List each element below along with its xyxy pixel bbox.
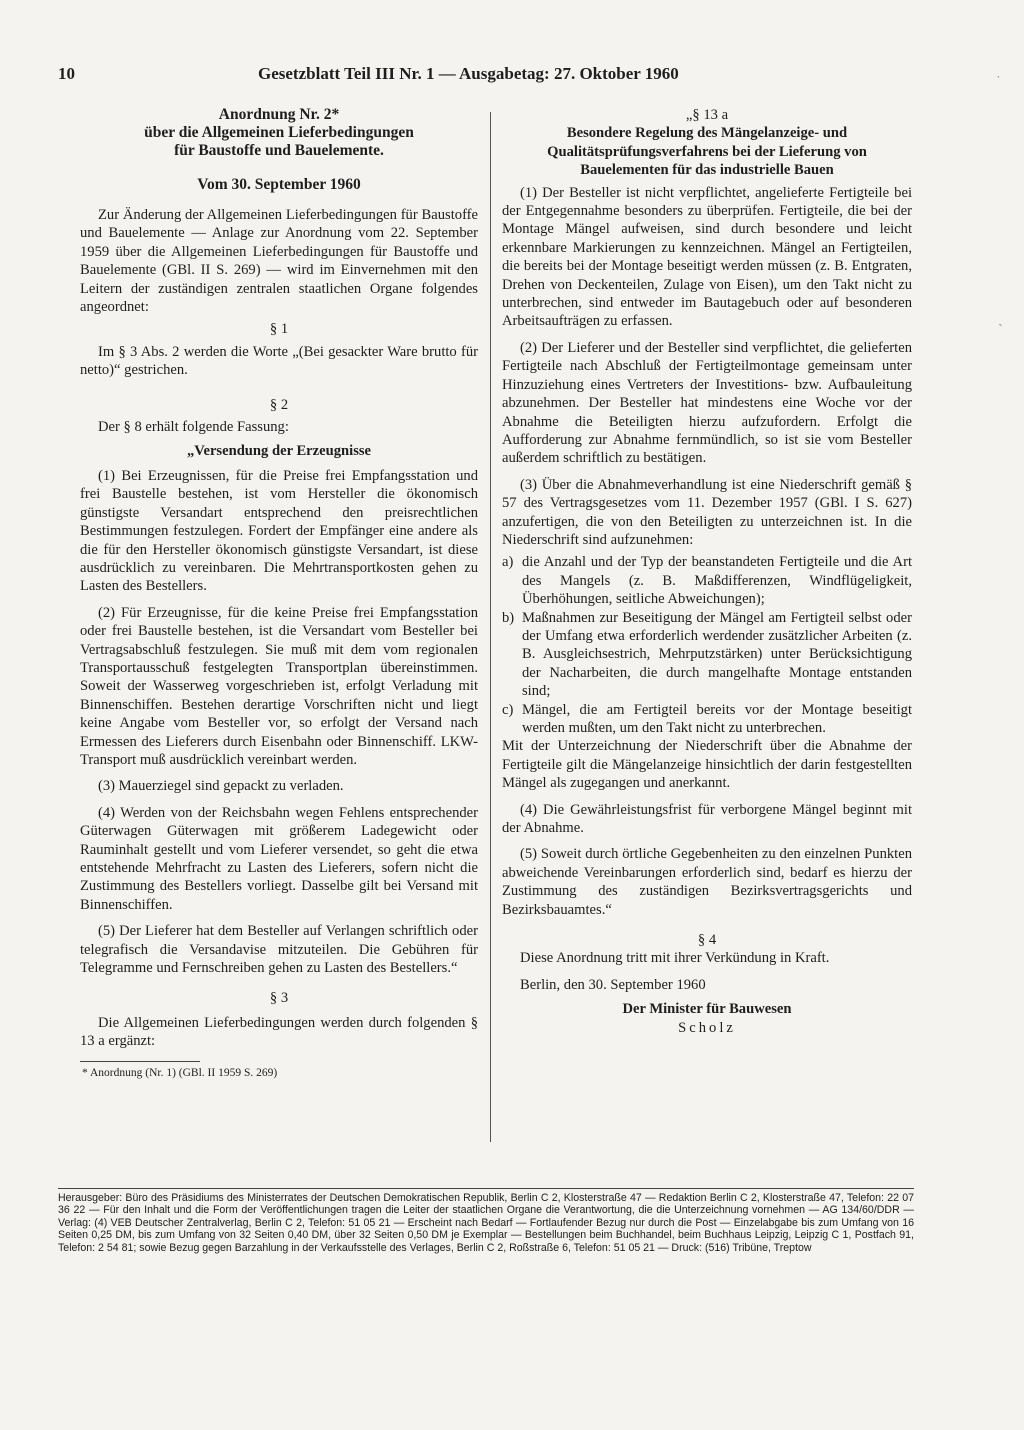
paragraph: Mit der Unterzeichnung der Niederschrift über die Abnahme der Fertigteile gilt die Mängelanzeige hinsichtlich der darin festgestellten Mängel als zugegangen und anerkannt. [502, 738, 912, 792]
left-column [80, 106, 478, 1080]
ordinance-date: Vom 30. September 1960 [197, 176, 361, 193]
footnote: * Anordnung (Nr. 1) (GBl. II 1959 S. 269) [82, 1066, 278, 1079]
paragraph: (2) Für Erzeugnisse, für die keine Preise frei Empfangsstation oder frei Baustelle bestehen, ist die Versandart vom Besteller bei Vertragsabschluß festzulegen. Sie muß mit dem vom regionalen Transportausschuß festgelegten Transportplan übereinstimmen. Soweit der Wasserweg vorgeschrieben ist, erfolgt Verladung mit Binnenschiffen. Bestehen derartige Vorschriften nicht und liegt keine Angabe vom Besteller vor, so erfolgt der Versand nach Ermessen des Lieferers durch Eisenbahn oder Binnenschiff. LKW-Transport muß ausdrücklich vereinbart werden. [80, 604, 478, 768]
list-text: die Anzahl und der Typ der beanstandeten Fertigteile und die Art des Mangels (z. B. Maßdifferenzen, Windflügeligkeit, Überhöhungen, seitliche Abweichungen); [522, 554, 912, 608]
paragraph: (5) Der Lieferer hat dem Besteller auf Verlangen schriftlich oder telegrafisch die Versandavise mitzuteilen. Die Gebühren für Telegramme und Fernschreiben gehen zu Lasten des Bestellers.“ [80, 923, 478, 977]
paragraph: (2) Der Lieferer und der Besteller sind verpflichtet, die gelieferten Fertigteile nach Abschluß der Fertigteilmontage gemeinsam unter Hinzuziehung eines Vertreters der Investitions- bzw. Aufbauleitung abzunehmen. Der Besteller hat mindestens eine Woche vor der Abnahme die Beteiligten hierzu aufzufordern. Erfolgt die Aufforderung zur Abnahme fernmündlich, so ist sie vom Besteller außerdem schriftlich zu bestätigen. [502, 339, 912, 467]
paragraph: (1) Bei Erzeugnissen, für die Preise frei Empfangsstation und frei Baustelle bestehen, ist vom Hersteller die ökonomisch günstigste Versandart entsprechend den preisrechtlichen Bestimmungen festzulegen. Fordert der Empfänger eine andere als die für den Hersteller ökonomisch günstigste Versandart, ist diese ausdrücklich zu vereinbaren. Die Mehrtransportkosten gehen zu Lasten des Bestellers. [80, 467, 478, 595]
section-3-text: Die Allgemeinen Lieferbedingungen werden durch folgenden § 13 a ergänzt: [80, 1014, 478, 1050]
list-text: Maßnahmen zur Beseitigung der Mängel am Fertigteil selbst oder der Umfang etwa erforderlich werdender zusätzlicher Arbeiten (z. B. Ausgleichsestrich, Mehrputzstärken) unter Berücksichtigung der Nacharbeiten, die durch mangelhafte Montage entstanden sind; [522, 609, 912, 700]
footnote-rule [80, 1061, 200, 1062]
section-2-title: § 2 [269, 396, 289, 413]
paragraph: (3) Mauerziegel sind gepackt zu verladen. [98, 778, 344, 795]
footer-rule [58, 1188, 914, 1189]
section-2-subtitle: „Versendung der Erzeugnisse [186, 443, 372, 460]
section-1-text: Im § 3 Abs. 2 werden die Worte „(Bei gesackter Ware brutto für netto)“ gestrichen. [80, 343, 478, 379]
publisher-imprint: Herausgeber: Büro des Präsidiums des Ministerrates der Deutschen Demokratischen Republik, Berlin C 2, Klosterstraße 47 — Redaktion Berlin C 2, Klosterstraße 47, Telefon: 22 07 36 22 — Für den Inhalt und die Form der Veröffentlichungen tragen die Leiter der staatlichen Organe die Verantwortung, die die Unterzeichnung vornehmen — AG 134/60/DDR — Verlag: (4) VEB Deutscher Zentralverlag, Berlin C 2, Telefon: 51 05 21 — Erscheint nach Bedarf — Fortlaufender Bezug nur durch die Post — Einzelabgabe bis zum Umfang von 16 Seiten 0,25 DM, bis zum Umfang von 32 Seiten 0,40 DM, über 32 Seiten 0,50 DM je Exemplar — Bestellungen beim Buchhandel, beim Buchhaus Leipzig, Leipzig C 1, Postfach 91, Telefon: 2 54 81; sowie Bezug gegen Barzahlung in der Verkaufsstelle des Verlages, Berlin C 2, Roßstraße 6, Telefon: 51 05 21 — Druck: (516) Tribüne, Treptow [58, 1192, 914, 1254]
section-4-text: Diese Anordnung tritt mit ihrer Verkündung in Kraft. [520, 950, 830, 967]
ordinance-heading [80, 106, 478, 160]
list-label: b) [502, 609, 515, 626]
section-3-title: § 3 [269, 990, 289, 1007]
section-2-intro: Der § 8 erhält folgende Fassung: [98, 419, 289, 436]
ordinance-heading-line: über die Allgemeinen Lieferbedingungen [144, 124, 414, 141]
list-label: c) [502, 701, 514, 718]
paragraph: (4) Die Gewährleistungsfrist für verborgene Mängel beginnt mit der Abnahme. [502, 801, 912, 837]
list-item [502, 701, 912, 738]
list-label: a) [502, 554, 514, 571]
gazette-header: Gesetzblatt Teil III Nr. 1 — Ausgabetag: 27. Oktober 1960 [258, 64, 679, 83]
scan-mark: ˏ [998, 312, 1003, 327]
section-4-title: § 4 [697, 932, 717, 949]
paragraph: (4) Werden von der Reichsbahn wegen Fehlens entsprechender Güterwagen Güterwagen mit größerem Ladegewicht oder Rauminhalt gestellt und vom Lieferer versendet, so geht die etwa entstehende Mehrfracht zu Lasten des Lieferers, sofern nicht die Zustimmung des Bestellers vorliegt. Dasselbe gilt bei Versand mit Binnenschiffen. [80, 804, 478, 913]
preamble: Zur Änderung der Allgemeinen Lieferbedingungen für Baustoffe und Bauelemente — Anlage zur Anordnung vom 22. September 1959 über die Allgemeinen Lieferbedingungen für Baustoffe und Bauelemente (GBl. II S. 269) — wird im Einvernehmen mit den Leitern der zuständigen zentralen staatlichen Organe folgendes angeordnet: [80, 207, 478, 316]
right-column [502, 106, 912, 1037]
column-divider [490, 112, 491, 1142]
place-date: Berlin, den 30. September 1960 [520, 976, 706, 993]
list-item [502, 553, 912, 608]
signer-name: Scholz [678, 1019, 736, 1036]
scan-mark: ˙ [996, 74, 1001, 89]
page-number: 10 [58, 64, 75, 83]
ordinance-heading-line: Anordnung Nr. 2* [218, 106, 340, 123]
section-1-title: § 1 [269, 321, 289, 338]
paragraph: (5) Soweit durch örtliche Gegebenheiten zu den einzelnen Punkten abweichende Vereinbarungen erforderlich sind, bedarf es hierzu der Zustimmung des zuständigen Bezirksvertragsgerichts und Bezirksbauamtes.“ [502, 846, 912, 918]
list-text: Mängel, die am Fertigteil bereits vor der Montage beseitigt werden mußten, um den Takt nicht zu unterbrechen. [522, 701, 912, 736]
ordinance-heading-line: für Baustoffe und Bauelemente. [174, 142, 384, 159]
section-13a-heading: Besondere Regelung des Mängelanzeige- und Qualitätsprüfungsverfahrens bei der Lieferung von Bauelementen für das industrielle Bauen [547, 125, 867, 179]
paragraph: (1) Der Besteller ist nicht verpflichtet, angelieferte Fertigteile bei der Entgegennahme besonders zu überprüfen. Fertigteile, die bei der Montage Mängel aufweisen, sind durch besondere und leicht erkennbare Markierungen zu kennzeichnen. Mängel an Fertigteilen, die bereits bei der Montage beseitigt werden müssen (z. B. Entgraten, Drehen von Deckenteilen, Zulage von Eisen), um den Takt nicht zu unterbrechen, sind entweder im Bautagebuch oder auf besonderen Arbeitsaufträgen zu erfassen. [502, 184, 912, 330]
paragraph: (3) Über die Abnahmeverhandlung ist eine Niederschrift gemäß § 57 des Vertragsgesetzes vom 11. Dezember 1957 (GBl. I S. 627) anzufertigen, die von den Beteiligten zu unterzeichnen ist. In die Niederschrift sind aufzunehmen: [502, 476, 912, 548]
signer-title: Der Minister für Bauwesen [622, 1001, 792, 1018]
list-item [502, 609, 912, 701]
section-13a-title: „§ 13 a [685, 107, 729, 123]
